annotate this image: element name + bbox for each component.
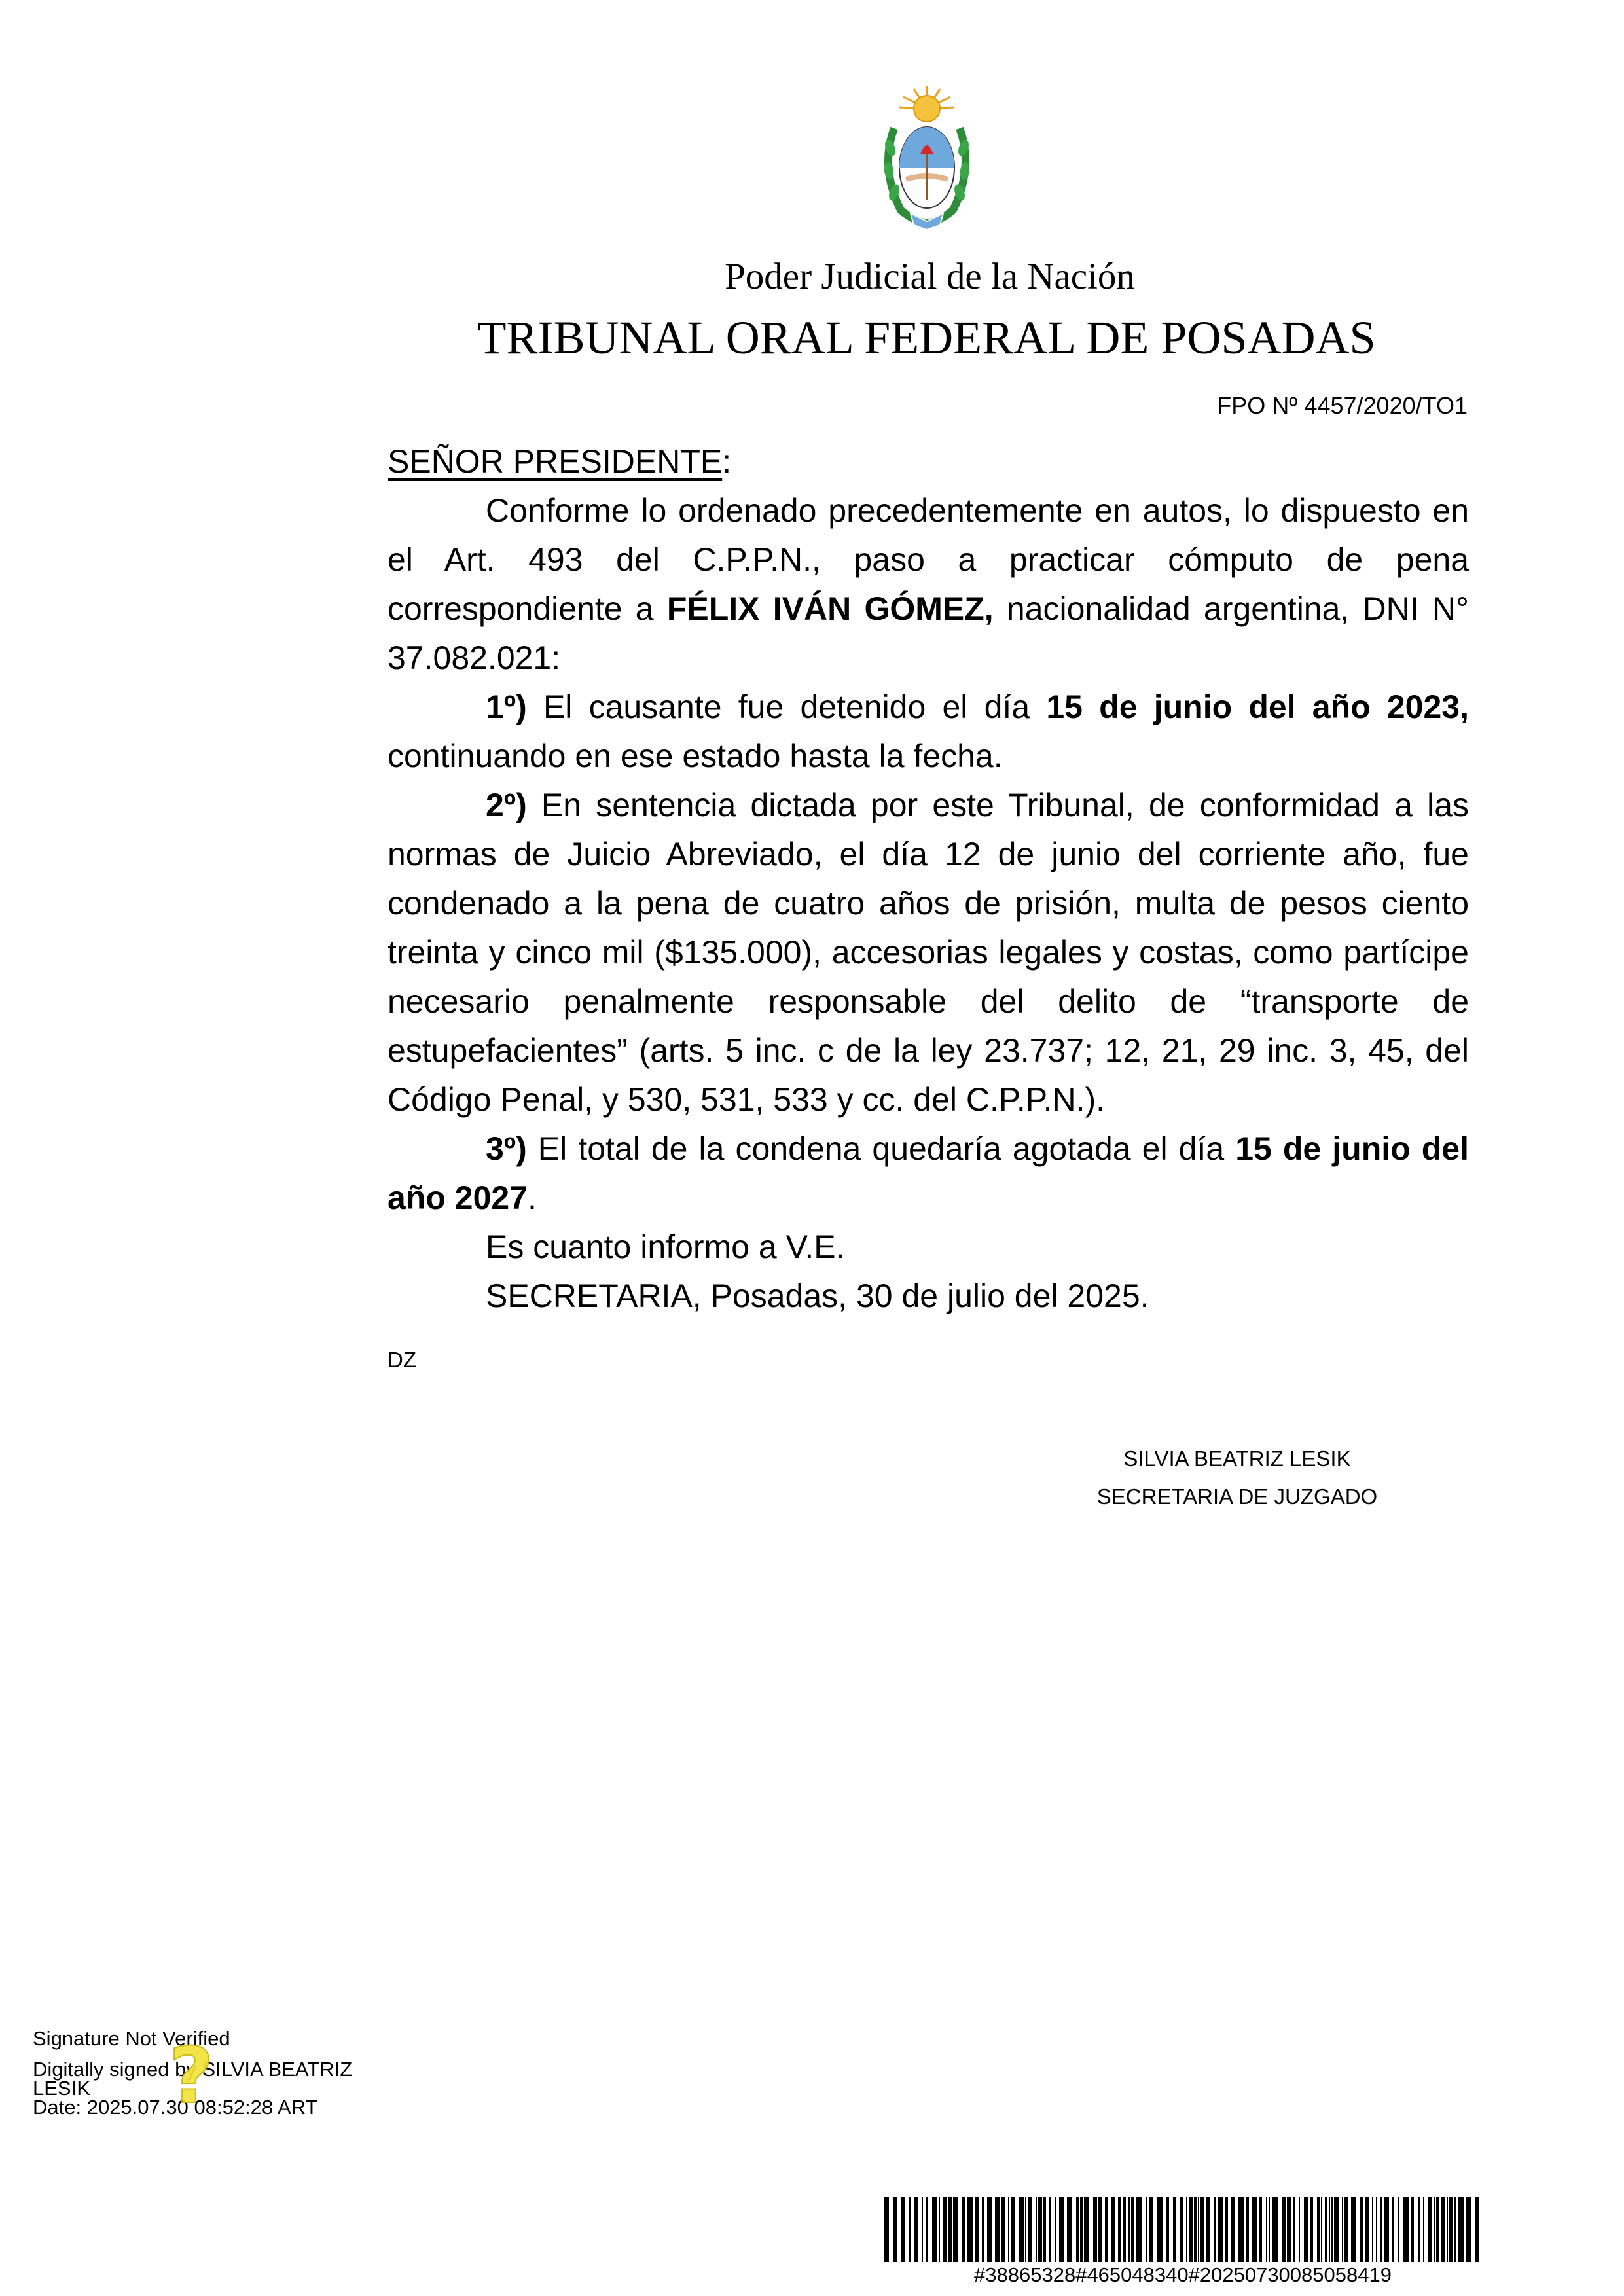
paragraph-1 [388, 683, 1469, 781]
barcode-bar [982, 2197, 984, 2262]
barcode-bar [1475, 2197, 1479, 2262]
barcode-bar [1019, 2197, 1024, 2262]
barcode-bar [1025, 2197, 1026, 2262]
paragraph-1-text-2: continuando en ese estado hasta la fecha. [388, 738, 1003, 774]
barcode-bar [1428, 2197, 1432, 2262]
barcode-bar [1411, 2197, 1414, 2262]
barcode-bar [1372, 2197, 1373, 2262]
paragraph-3 [388, 1124, 1469, 1223]
barcode-bar [1131, 2197, 1134, 2262]
barcode-bar [1128, 2197, 1130, 2262]
barcode-bar [1136, 2197, 1142, 2262]
paragraph-1-number: 1º) [486, 689, 527, 725]
document-body [388, 437, 1469, 1321]
barcode-bar [1059, 2197, 1064, 2262]
barcode-bar [1157, 2197, 1163, 2262]
barcode-bar [1080, 2197, 1083, 2262]
barcode-bar [1272, 2197, 1278, 2262]
barcode-bar [1376, 2197, 1377, 2262]
barcode-bar [901, 2197, 905, 2262]
barcode-text: #38865328#465048340#20250730085058419 [974, 2263, 1392, 2286]
barcode-bar [1293, 2197, 1295, 2262]
barcode-bar [1200, 2197, 1204, 2262]
barcode-bar [1180, 2197, 1183, 2262]
barcode-bar [1317, 2197, 1320, 2262]
barcode-bar [1149, 2197, 1153, 2262]
barcode-bar [1423, 2197, 1424, 2262]
barcode-bar [1282, 2197, 1286, 2262]
barcode-bar [1436, 2197, 1439, 2262]
barcode-bar [1447, 2197, 1448, 2262]
barcode-bar [1266, 2197, 1267, 2262]
signer-name: SILVIA BEATRIZ LESIK [1123, 1446, 1351, 1471]
barcode-bar [884, 2197, 889, 2262]
detention-date: 15 de junio del año 2023, [1046, 689, 1469, 725]
barcode-bar [1105, 2197, 1108, 2262]
intro-text-1: Conforme lo ordenado precedentemente en autos, lo dispuesto en el Art. 493 del C.P.P.N., paso a practicar cómputo de pena correspondiente a [388, 492, 1469, 627]
barcode-bar [1331, 2197, 1333, 2262]
typist-initials: DZ [388, 1348, 416, 1372]
barcode-bar [1449, 2197, 1453, 2262]
barcode-bar [1418, 2197, 1420, 2262]
barcode-bar [1403, 2197, 1409, 2262]
barcode-bar [1334, 2197, 1339, 2262]
closing-line-1: Es cuanto informo a V.E. [486, 1229, 845, 1265]
barcode-bar [922, 2197, 923, 2262]
barcode-bar [926, 2197, 928, 2262]
coat-of-arms-seal [875, 82, 979, 233]
barcode-bar [1246, 2197, 1249, 2262]
sentence-end-date: 15 de junio del año 2027 [388, 1130, 1469, 1216]
barcode-bar [1329, 2197, 1330, 2262]
barcode-bar [1055, 2197, 1056, 2262]
paragraph-1-text-1: El causante fue detenido el día [526, 689, 1047, 725]
institution-name: Poder Judicial de la Nación [725, 256, 1135, 297]
barcode-bar [1093, 2197, 1097, 2262]
barcode-bar [1454, 2197, 1456, 2262]
barcode-bar [1269, 2197, 1270, 2262]
barcode-bar [909, 2197, 911, 2262]
barcode-bar [1231, 2197, 1235, 2262]
signed-by-line-1: Digitally signed by SILVIA BEATRIZ [33, 2058, 353, 2081]
barcode-bar [1304, 2197, 1308, 2262]
paragraph-3-text-1: El total de la condena quedaría agotada el día [526, 1130, 1236, 1167]
barcode-bar [1173, 2197, 1176, 2262]
barcode-bar [943, 2197, 947, 2262]
barcode-bar [995, 2197, 1000, 2262]
intro-text-2: nacionalidad argentina, DNI N° 37.082.021: [388, 590, 1469, 676]
barcode-bar [1028, 2197, 1032, 2262]
barcode-bar [939, 2197, 940, 2262]
paragraph-2-text: En sentencia dictada por este Tribunal, de conformidad a las normas de Juicio Abreviado, el día 12 de junio del corriente año, fue condenado a la pena de cuatro años de prisión, multa de pesos ciento treinta y cinco mil ($135.000), accesorias legales y costas, como partícipe necesario penalmente responsable del delito de “transporte de estupefacientes” (arts. 5 inc. c de la ley 23.737; 12, 21, 29 inc. 3, 45, del Código Penal, y 530, 531, 533 y cc. del C.P.P.N.). [388, 787, 1469, 1118]
barcode-bar [1043, 2197, 1046, 2262]
barcode-bar [1098, 2197, 1102, 2262]
barcode-bar [987, 2197, 992, 2262]
barcode-bar [1001, 2197, 1005, 2262]
barcode-bar [953, 2197, 958, 2262]
barcode-bar [1458, 2197, 1464, 2262]
paragraph-3-number: 3º) [486, 1130, 527, 1167]
barcode-bar [1466, 2197, 1471, 2262]
barcode-bar [1084, 2197, 1089, 2262]
paragraph-2 [388, 781, 1469, 1124]
file-reference: FPO Nº 4457/2020/TO1 [1217, 392, 1468, 419]
intro-paragraph [388, 486, 1469, 683]
barcode-bar [948, 2197, 952, 2262]
barcode-bar [1218, 2197, 1223, 2262]
barcode-bar [1342, 2197, 1343, 2262]
barcode-bar [1214, 2197, 1216, 2262]
barcode-bar [1360, 2197, 1363, 2262]
barcode-bar [975, 2197, 979, 2262]
barcode-bar [1441, 2197, 1445, 2262]
signed-by-line-2: LESIK [33, 2077, 90, 2100]
barcode-bar [1380, 2197, 1382, 2262]
barcode-bar [1434, 2197, 1435, 2262]
barcode-bar [1384, 2197, 1389, 2262]
barcode-bar [1008, 2197, 1009, 2262]
signer-title: SECRETARIA DE JUZGADO [1096, 1484, 1378, 1509]
signer-block [1047, 1439, 1427, 1517]
barcode-bar [1123, 2197, 1126, 2262]
barcode-bar [1310, 2197, 1313, 2262]
barcode-bar [1076, 2197, 1079, 2262]
barcode-bar [1111, 2197, 1115, 2262]
digital-signature-block [33, 2027, 425, 2121]
barcode-bar [1146, 2197, 1147, 2262]
barcode-bar [914, 2197, 918, 2262]
defendant-name: FÉLIX IVÁN GÓMEZ, [666, 590, 994, 627]
barcode-bar [1344, 2197, 1348, 2262]
barcode-bar [1186, 2197, 1187, 2262]
barcode-bar [1198, 2197, 1199, 2262]
barcode-bar [1351, 2197, 1356, 2262]
barcode-bar [1238, 2197, 1244, 2262]
barcode-bar [1392, 2197, 1394, 2262]
barcode-bar [1049, 2197, 1051, 2262]
barcode-bar [1067, 2197, 1072, 2262]
barcode-bar [1036, 2197, 1037, 2262]
signature-date: Date: 2025.07.30 08:52:28 ART [33, 2096, 318, 2119]
barcode [884, 2197, 1482, 2262]
barcode-bar [1011, 2197, 1015, 2262]
barcode-bar [1194, 2197, 1197, 2262]
salutation-text: SEÑOR PRESIDENTE [388, 443, 723, 480]
barcode-bar [1321, 2197, 1322, 2262]
barcode-bar [1118, 2197, 1121, 2262]
barcode-bar [1259, 2197, 1262, 2262]
barcode-bar [1225, 2197, 1228, 2262]
barcode-bar [1252, 2197, 1257, 2262]
barcode-bar [962, 2197, 965, 2262]
barcode-bar [1299, 2197, 1300, 2262]
signature-status: Signature Not Verified [33, 2027, 230, 2050]
closing-line-2: SECRETARIA, Posadas, 30 de julio del 2025. [486, 1278, 1149, 1314]
barcode-bar [1398, 2197, 1399, 2262]
barcode-bar [1189, 2197, 1193, 2262]
barcode-bar [1325, 2197, 1327, 2262]
barcode-bar [1038, 2197, 1042, 2262]
barcode-bar [1287, 2197, 1291, 2262]
salutation-colon: : [722, 443, 732, 480]
question-mark-icon: ? [169, 2030, 214, 2121]
barcode-bar [1365, 2197, 1369, 2262]
paragraph-2-number: 2º) [486, 787, 527, 823]
barcode-bar [1206, 2197, 1210, 2262]
barcode-bar [967, 2197, 973, 2262]
barcode-bar [1166, 2197, 1169, 2262]
paragraph-3-text-2: . [528, 1179, 537, 1216]
salutation [388, 437, 1469, 486]
barcode-bar [932, 2197, 937, 2262]
court-name: TRIBUNAL ORAL FEDERAL DE POSADAS [477, 312, 1376, 364]
barcode-bar [893, 2197, 897, 2262]
